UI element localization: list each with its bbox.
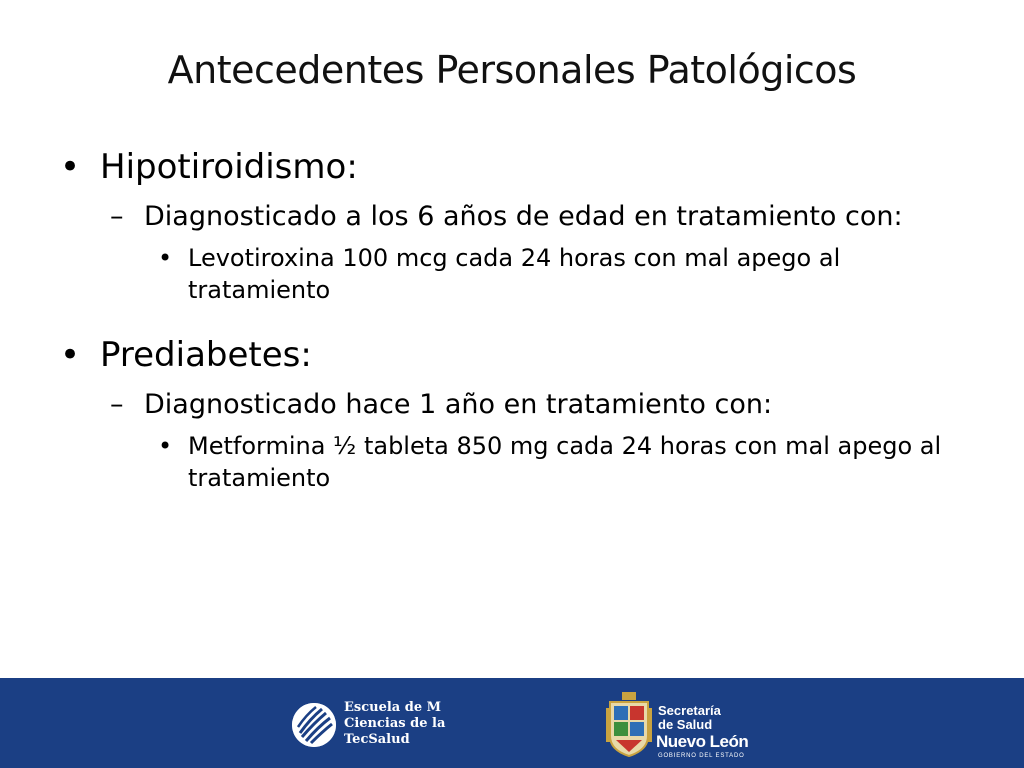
secretaria-line-2: de Salud [658, 717, 713, 732]
dash-marker: – [110, 389, 124, 420]
secretaria-line-1: Secretaría [658, 703, 721, 718]
bullet-text: Prediabetes: [100, 335, 312, 375]
sub-sub-item-text: Levotiroxina 100 mcg cada 24 horas con mal apego al tratamiento [188, 244, 841, 304]
bullet-text: Hipotiroidismo: [100, 147, 358, 187]
gobierno-del-estado-text: GOBIERNO DEL ESTADO [658, 753, 745, 759]
nuevo-leon-logo [606, 692, 766, 762]
footer-bar [0, 678, 1024, 768]
sub-sub-item-text: Metformina ½ tableta 850 mg cada 24 horas con mal apego al tratamiento [188, 432, 942, 492]
bullet-hipotiroidismo [60, 144, 960, 190]
bullet-marker: • [158, 432, 173, 460]
bullet-marker: • [60, 335, 81, 375]
nuevo-leon-text: Nuevo León [656, 732, 749, 751]
logo-line-2: Ciencias de la [344, 716, 446, 731]
bullet-marker: • [158, 244, 173, 272]
sub-item-diagnosis-hipotiroidismo [60, 200, 960, 234]
bullet-prediabetes [60, 332, 960, 378]
sub-sub-item-metformina [60, 430, 960, 494]
sub-sub-item-levotiroxina [60, 242, 960, 306]
slide-content [60, 140, 960, 494]
state-crest-icon [606, 692, 652, 758]
slide-title: Antecedentes Personales Patológicos [167, 48, 857, 92]
logo-line-3: TecSalud [344, 732, 410, 747]
bullet-marker: • [60, 147, 81, 187]
tecsalud-logo [292, 700, 446, 750]
globe-logo-icon [292, 703, 336, 747]
secretaria-de-salud [658, 704, 721, 732]
tecsalud-logo-text [344, 700, 446, 748]
sub-item-text: Diagnosticado a los 6 años de edad en tratamiento con: [144, 201, 903, 232]
logo-line-1: Escuela de M [344, 700, 442, 715]
sub-item-diagnosis-prediabetes [60, 388, 960, 422]
sub-item-text: Diagnosticado hace 1 año en tratamiento con: [144, 389, 773, 420]
dash-marker: – [110, 201, 124, 232]
